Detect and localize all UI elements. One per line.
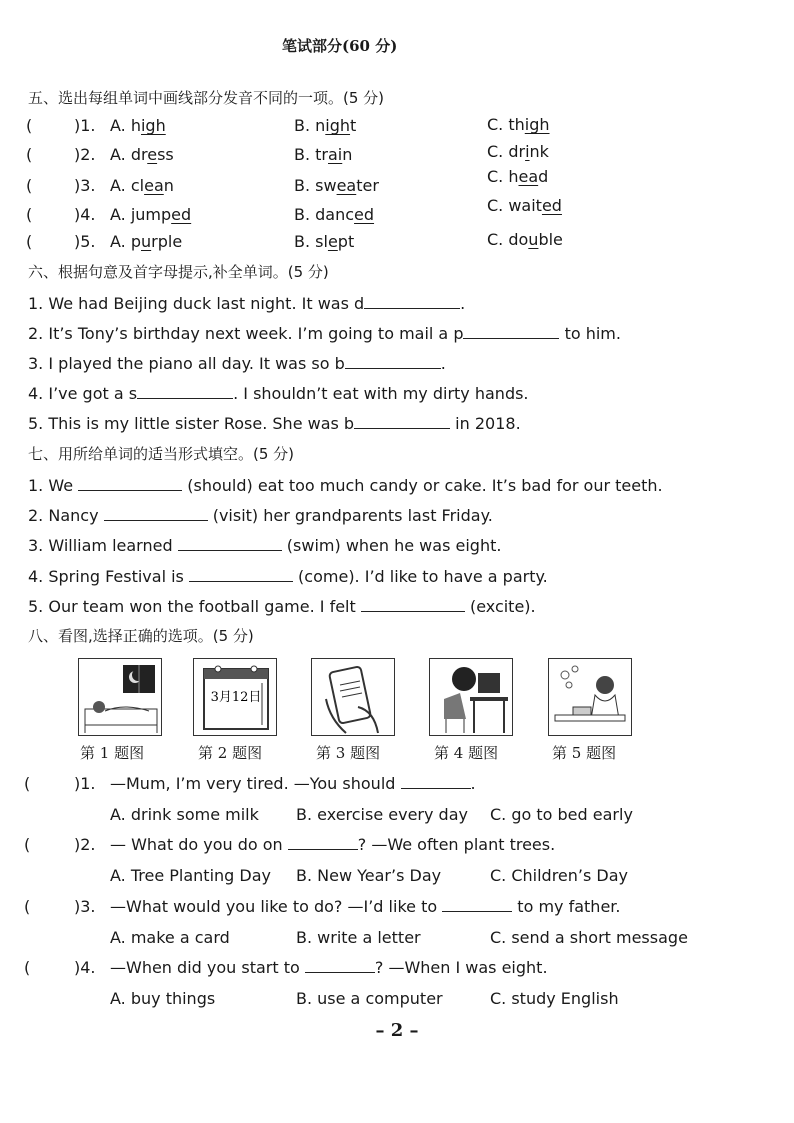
word-part: n [342,145,353,164]
answer-blank[interactable] [46,145,72,163]
answer-blank[interactable] [44,958,72,976]
question-number: )2. [74,145,96,164]
word-part: pt [337,232,355,251]
word-part: t [350,116,357,135]
word-part: p [130,232,141,251]
question-number: )1. [74,774,96,793]
answer-paren: ( [24,774,31,793]
sentence-end: . [460,294,466,313]
question-end: ? —When I was eight. [374,958,548,977]
word-part: dr [130,145,148,164]
section-8-heading: 八、看图,选择正确的选项。(5 分) [28,627,254,645]
picture-4-computer-user [429,658,513,736]
option-b: B. New Year’s Day [296,866,442,885]
sentence-start: 5. Our team won the football game. I felt [28,597,361,616]
sentence-start: 3. William learned [28,536,178,555]
answer-paren: ( [26,176,33,195]
section-5-heading: 五、选出每组单词中画线部分发音不同的一项。(5 分) [28,89,385,107]
answer-blank[interactable] [44,835,72,853]
answer-blank[interactable] [463,324,559,339]
answer-blank[interactable] [305,958,375,973]
fill-sentence [28,414,521,434]
word-part: C. wait [487,196,542,215]
sentence-end: (swim) when he was eight. [281,536,502,555]
option-c: C. send a short message [490,928,688,947]
answer-blank[interactable] [345,354,441,369]
option-c: C. Children’s Day [490,866,629,885]
option-b [294,205,374,225]
option-label: A. [110,176,131,195]
page-number: – 2 – [375,1020,419,1041]
fill-sentence [28,506,493,526]
question-text [110,835,555,855]
sentence-end: (excite). [464,597,536,616]
underlined-part: ea [144,176,164,195]
answer-blank[interactable] [364,294,460,309]
option-label: A. [110,232,131,251]
question-text [110,958,548,978]
underlined-part: i [525,142,530,161]
option-a: A. make a card [110,928,230,947]
question-number: )1. [74,116,96,135]
option-b [294,145,352,165]
option-c [487,230,563,250]
sentence-end: . I shouldn’t eat with my dirty hands. [233,384,529,403]
picture-5-label: 第 5 题图 [552,744,617,762]
answer-blank[interactable] [354,414,450,429]
picture-1-tired-person-in-bed [78,658,162,736]
fill-sentence [28,354,446,374]
option-a [110,116,166,136]
answer-blank[interactable] [46,205,72,223]
option-b [294,176,379,196]
option-b: B. use a computer [296,989,443,1008]
question-number: )4. [74,205,96,224]
answer-paren: ( [26,205,33,224]
answer-paren: ( [24,897,31,916]
picture-5-girl-studying [548,658,632,736]
option-a: A. buy things [110,989,216,1008]
fill-sentence [28,567,548,587]
option-c: C. go to bed early [490,805,633,824]
word-part: nk [529,142,549,161]
underlined-part: u [528,230,539,249]
question-start: —Mum, I’m very tired. —You should [110,774,401,793]
word-part: C. do [487,230,529,249]
word-part: ble [538,230,563,249]
word-part: d [538,167,549,186]
underlined-part: u [141,232,152,251]
option-a: A. Tree Planting Day [110,866,271,885]
option-c [487,196,562,216]
picture-2-label: 第 2 题图 [198,744,263,762]
underlined-part: e [147,145,158,164]
picture-1-label: 第 1 题图 [80,744,145,762]
word-part: B. sw [294,176,337,195]
underlined-part: ed [541,196,562,215]
sentence-start: 2. Nancy [28,506,104,525]
option-c [487,167,548,187]
question-number: )3. [74,897,96,916]
sentence-start: 3. I played the piano all day. It was so b [28,354,345,373]
word-part: B. danc [294,205,355,224]
answer-blank[interactable] [178,536,282,551]
answer-blank[interactable] [46,116,72,134]
option-a [110,232,182,252]
answer-blank[interactable] [44,774,72,792]
option-c: C. study English [490,989,619,1008]
answer-blank[interactable] [401,774,471,789]
option-b: B. write a letter [296,928,421,947]
word-part: h [130,116,141,135]
sentence-end: to him. [559,324,621,343]
answer-paren: ( [24,958,31,977]
question-number: )4. [74,958,96,977]
question-start: —When did you start to [110,958,305,977]
word-part: C. th [487,115,525,134]
underlined-part: igh [524,115,550,134]
question-number: )5. [74,232,96,251]
sentence-end: (come). I’d like to have a party. [292,567,548,586]
picture-4-label: 第 4 题图 [434,744,499,762]
word-part: cl [130,176,145,195]
word-part: ter [356,176,379,195]
option-a: A. drink some milk [110,805,259,824]
underlined-part: ea [336,176,357,195]
option-label: A. [110,145,131,164]
word-part: ss [157,145,174,164]
underlined-part: ed [354,205,375,224]
question-number: )3. [74,176,96,195]
sentence-end: in 2018. [450,414,521,433]
word-part: C. h [487,167,519,186]
word-part: B. tr [294,145,328,164]
word-part: B. n [294,116,326,135]
underlined-part: igh [140,116,166,135]
question-start: — What do you do on [110,835,288,854]
question-end: to my father. [512,897,621,916]
option-b [294,116,356,136]
option-a [110,145,174,165]
answer-blank[interactable] [44,897,72,915]
fill-sentence [28,476,663,496]
answer-blank[interactable] [137,384,233,399]
option-b: B. exercise every day [296,805,468,824]
fill-sentence [28,324,621,344]
section-7-heading: 七、用所给单词的适当形式填空。(5 分) [28,445,295,463]
answer-blank[interactable] [361,597,465,612]
answer-paren: ( [26,232,33,251]
option-a [110,176,174,196]
answer-blank[interactable] [46,232,72,250]
underlined-part: e [327,232,338,251]
page-title: 笔试部分(60 分) [282,37,398,55]
question-end: . [470,774,476,793]
answer-blank[interactable] [288,835,358,850]
underlined-part: ed [171,205,192,224]
word-part: C. dr [487,142,526,161]
picture-3-label: 第 3 题图 [316,744,381,762]
answer-blank[interactable] [442,897,512,912]
calendar-date: 3月12日 [210,690,262,705]
word-part: jump [130,205,172,224]
answer-blank[interactable] [46,176,72,194]
answer-paren: ( [24,835,31,854]
answer-blank[interactable] [104,506,208,521]
section-6-heading: 六、根据句意及首字母提示,补全单词。(5 分) [28,263,329,281]
sentence-end: (should) eat too much candy or cake. It’s bad for our teeth. [182,476,663,495]
option-a [110,205,191,225]
fill-sentence [28,536,501,556]
answer-paren: ( [26,145,33,164]
question-text [110,774,476,794]
sentence-start: 5. This is my little sister Rose. She was b [28,414,355,433]
answer-blank[interactable] [78,476,182,491]
option-c [487,115,550,135]
fill-sentence [28,294,465,314]
word-part: rple [151,232,183,251]
option-label: A. [110,205,131,224]
question-end: ? —We often plant trees. [357,835,556,854]
option-label: A. [110,116,131,135]
question-number: )2. [74,835,96,854]
underlined-part: ea [518,167,539,186]
question-text [110,897,620,917]
answer-paren: ( [26,116,33,135]
underlined-part: igh [325,116,351,135]
sentence-end: (visit) her grandparents last Friday. [207,506,493,525]
underlined-part: ai [328,145,343,164]
fill-sentence [28,597,536,617]
sentence-start: 2. It’s Tony’s birthday next week. I’m going to mail a p [28,324,464,343]
option-b [294,232,354,252]
picture-3-phone-message [311,658,395,736]
word-part: n [163,176,174,195]
question-start: —What would you like to do? —I’d like to [110,897,443,916]
sentence-start: 4. Spring Festival is [28,567,189,586]
answer-blank[interactable] [189,567,293,582]
word-part: B. sl [294,232,328,251]
sentence-start: 1. We had Beijing duck last night. It was d [28,294,365,313]
sentence-start: 1. We [28,476,79,495]
picture-2-calendar [193,658,277,736]
sentence-end: . [440,354,446,373]
sentence-start: 4. I’ve got a s [28,384,138,403]
option-c [487,142,549,162]
fill-sentence [28,384,529,404]
